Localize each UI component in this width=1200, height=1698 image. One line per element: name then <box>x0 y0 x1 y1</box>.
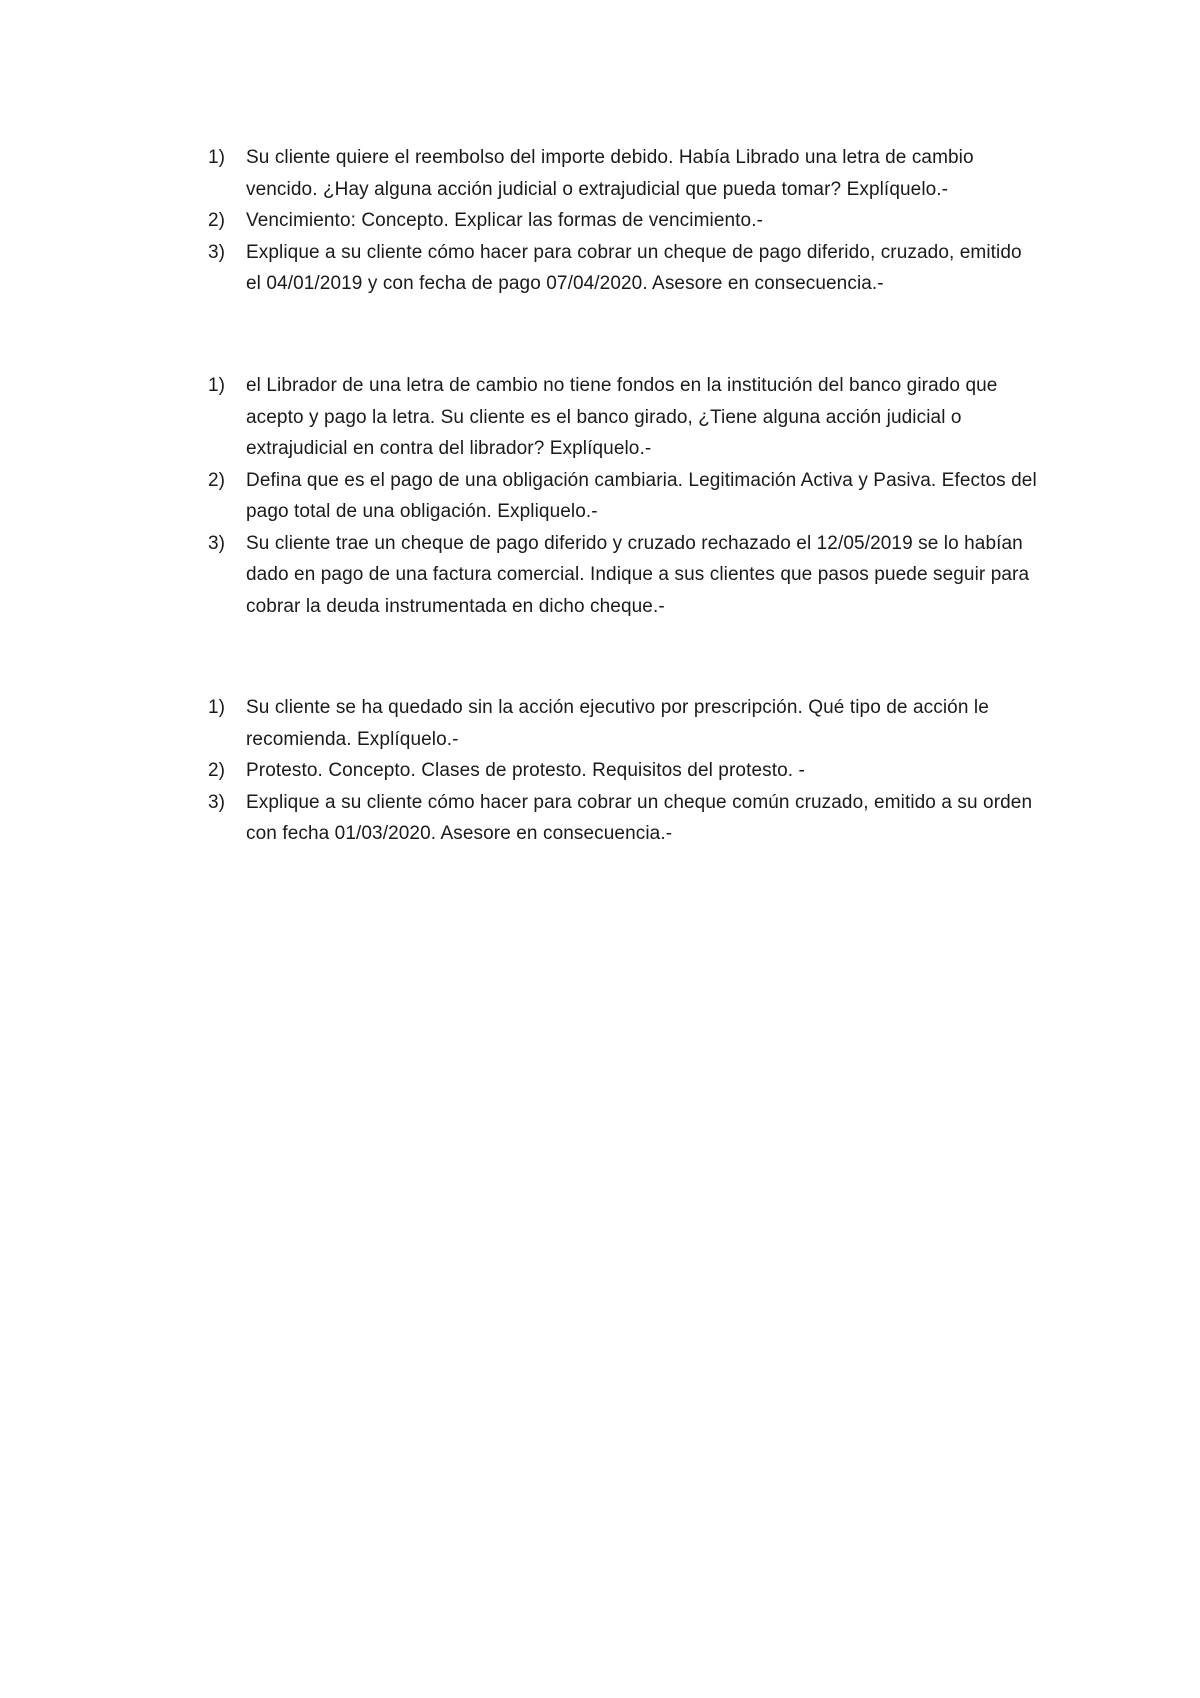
item-text: el Librador de una letra de cambio no tiene fondos en la institución del banco girado que acepto y pago la letra. Su cliente es el banco girado, ¿Tiene alguna acción judicial o extrajudicial en contra del librador? Explíquelo.- <box>246 375 998 459</box>
question-item <box>208 528 1038 623</box>
question-item <box>208 370 1038 465</box>
item-text: Su cliente se ha quedado sin la acción ejecutivo por prescripción. Qué tipo de acción le recomienda. Explíquelo.- <box>246 697 989 750</box>
item-number: 2) <box>208 210 226 231</box>
question-item <box>208 692 1038 755</box>
item-number: 3) <box>208 532 226 554</box>
question-item <box>208 465 1038 528</box>
item-number: 3) <box>208 791 226 813</box>
item-number: 1) <box>208 147 226 168</box>
item-text: Defina que es el pago de una obligación cambiaria. Legitimación Activa y Pasiva. Efectos del pago total de una obligación. Expliquelo.- <box>246 469 1037 522</box>
question-item <box>208 755 1038 787</box>
question-item <box>208 205 1038 237</box>
item-number: 1) <box>208 697 226 718</box>
item-text: Su cliente trae un cheque de pago diferido y cruzado rechazado el 12/05/2019 se lo habían dado en pago de una factura comercial. Indique a sus clientes que pasos puede seguir para cobrar la deuda instrumentada en dicho cheque.- <box>246 532 1030 617</box>
question-group-1 <box>208 142 1038 300</box>
item-number: 2) <box>208 760 226 781</box>
item-number: 3) <box>208 241 226 263</box>
item-text: Explique a su cliente cómo hacer para cobrar un cheque de pago diferido, cruzado, emitido el 04/01/2019 y con fecha de pago 07/04/2020. Asesore en consecuencia.- <box>246 241 1022 294</box>
item-number: 1) <box>208 375 226 396</box>
question-item <box>208 237 1038 300</box>
item-text: Explique a su cliente cómo hacer para cobrar un cheque común cruzado, emitido a su orden con fecha 01/03/2020. Asesore en consecuencia.- <box>246 791 1033 844</box>
item-text: Su cliente quiere el reembolso del importe debido. Había Librado una letra de cambio vencido. ¿Hay alguna acción judicial o extrajudicial que pueda tomar? Explíquelo.- <box>246 147 974 200</box>
question-group-3 <box>208 692 1038 850</box>
item-number: 2) <box>208 469 226 491</box>
question-group-2 <box>208 370 1038 622</box>
question-item <box>208 142 1038 205</box>
item-text: Vencimiento: Concepto. Explicar las formas de vencimiento.- <box>246 210 764 231</box>
item-text: Protesto. Concepto. Clases de protesto. Requisitos del protesto. - <box>246 760 805 781</box>
question-item <box>208 787 1038 850</box>
